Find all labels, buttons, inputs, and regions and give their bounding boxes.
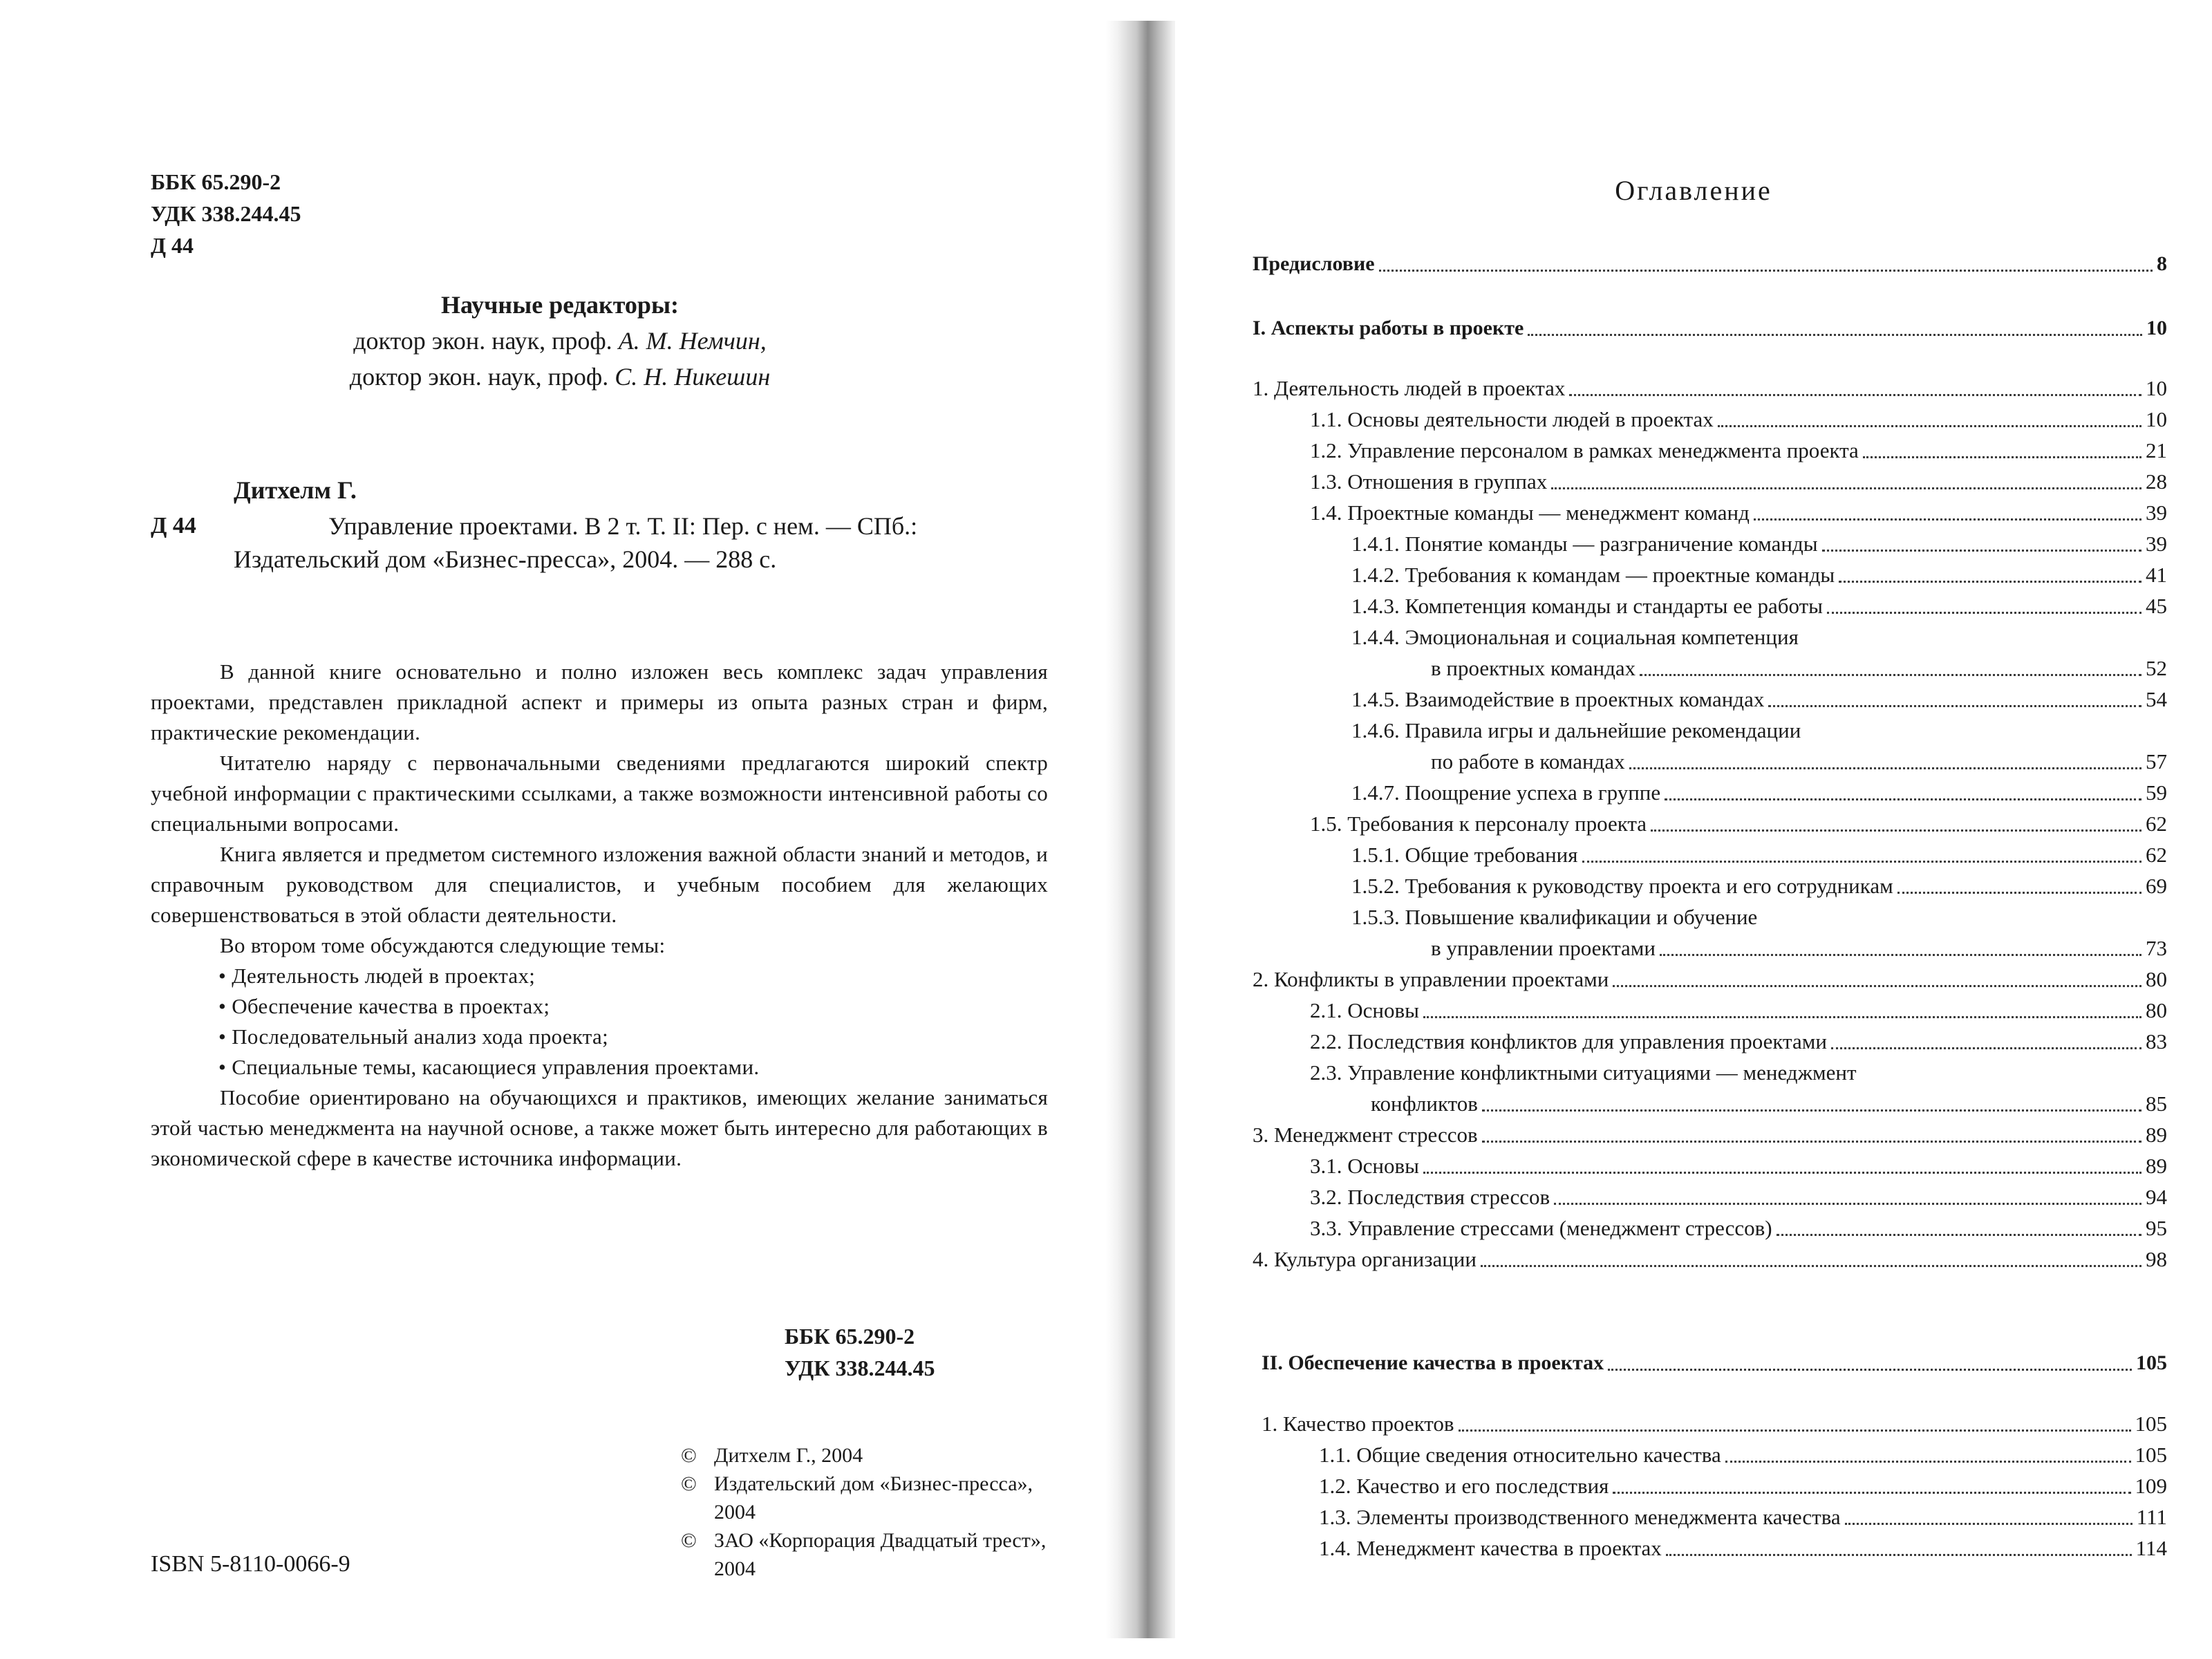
toc-entry[interactable]: 1.5.1. Общие требования 62 [1351, 843, 2167, 867]
toc-entry[interactable]: в проектных командах 52 [1431, 656, 2167, 680]
toc-entry[interactable]: 1.4.3. Компетенция команды и стандарты ее работы 45 [1351, 594, 2167, 618]
bbk-code-bottom: ББК 65.290-2 [785, 1324, 915, 1349]
call-mark: Д 44 [151, 513, 196, 538]
toc-entry[interactable]: 1.3. Элементы производственного менеджмента качества 111 [1319, 1505, 2167, 1529]
editor-name-1: А. М. Немчин, [618, 327, 767, 355]
toc-entry[interactable]: 1.2. Управление персоналом в рамках менеджмента проекта 21 [1310, 438, 2167, 462]
toc-entry[interactable]: 3.2. Последствия стрессов 94 [1310, 1185, 2167, 1209]
annotation-closing: Пособие ориентировано на обучающихся и практиков, имеющих желание заниматься этой частью менеджмента на научной основе, а также может быть интересно для работающих в экономической сфере в качестве источника информации. [151, 1085, 1048, 1170]
toc-entry[interactable]: 1.3. Отношения в группах 28 [1310, 469, 2167, 494]
copyright-symbol: © [681, 1444, 697, 1467]
toc-entry[interactable]: 3.1. Основы 89 [1310, 1154, 2167, 1178]
editor-name-2: С. Н. Никешин [615, 363, 771, 391]
right-page [1175, 0, 2212, 1659]
toc-entry-first-line[interactable]: 1.5.3. Повышение квалификации и обучение [1351, 905, 1758, 929]
toc-entry[interactable]: 2.1. Основы 80 [1310, 998, 2167, 1022]
toc-title: Оглавление [1615, 175, 1772, 206]
toc-entry[interactable]: 1.1. Основы деятельности людей в проектах 10 [1310, 407, 2167, 431]
copyright-line: © Издательский дом «Бизнес-пресса», 2004 [681, 1470, 1068, 1526]
call-number: Д 44 [151, 233, 194, 258]
toc-entry[interactable]: конфликтов 85 [1371, 1091, 2167, 1116]
toc-entry[interactable]: II. Обеспечение качества в проектах 105 [1262, 1351, 2167, 1374]
toc-entry[interactable]: по работе в командах 57 [1431, 749, 2167, 774]
toc-entry[interactable]: 1. Деятельность людей в проектах 10 [1253, 376, 2167, 400]
toc-entry[interactable]: в управлении проектами 73 [1431, 936, 2167, 960]
bbk-code: ББК 65.290-2 [151, 169, 281, 194]
topic-item: • Обеспечение качества в проектах; [218, 994, 550, 1018]
bibliographic-line-2: Издательский дом «Бизнес-пресса», 2004. — 288 с. [234, 545, 777, 573]
author-name: Дитхелм Г. [234, 476, 357, 504]
editor-line-1: доктор экон. наук, проф. А. М. Немчин, [353, 327, 767, 355]
udk-code: УДК 338.244.45 [151, 201, 301, 226]
copyright-line: © Дитхелм Г., 2004 [681, 1441, 1068, 1470]
editors-heading: Научные редакторы: [440, 291, 679, 319]
book-gutter [1106, 21, 1182, 1638]
bibliographic-line-1: Управление проектами. В 2 т. Т. II: Пер. с нем. — СПб.: [328, 512, 918, 540]
copyright-symbol: © [681, 1472, 697, 1495]
editor-line-2: доктор экон. наук, проф. С. Н. Никешин [349, 363, 771, 391]
toc-entry[interactable]: 2.2. Последствия конфликтов для управления проектами 83 [1310, 1029, 2167, 1053]
topic-item: • Последовательный анализ хода проекта; [218, 1024, 608, 1049]
toc-entry[interactable]: 3.3. Управление стрессами (менеджмент стрессов) 95 [1310, 1216, 2167, 1240]
scientific-editors [0, 287, 1120, 395]
toc-entry[interactable]: 3. Менеджмент стрессов 89 [1253, 1123, 2167, 1147]
annotation-paragraph: Во втором томе обсуждаются следующие темы: [220, 933, 666, 957]
topic-item: • Деятельность людей в проектах; [218, 964, 536, 988]
annotation-paragraph: Читателю наряду с первоначальными сведениями предлагаются широкий спектр учебной информации с практическими ссылками, а также возможности интенсивной работы со специальными вопросами. [151, 751, 1048, 836]
toc-entry[interactable]: 2. Конфликты в управлении проектами 80 [1253, 967, 2167, 991]
toc-entry-first-line[interactable]: 1.4.6. Правила игры и дальнейшие рекомендации [1351, 718, 1801, 742]
toc-entry[interactable]: 1.4. Проектные команды — менеджмент команд 39 [1310, 500, 2167, 525]
topic-item: • Специальные темы, касающиеся управления проектами. [218, 1055, 760, 1079]
udk-code-bottom: УДК 338.244.45 [785, 1356, 935, 1380]
toc-entry[interactable]: 1.4.5. Взаимодействие в проектных командах 54 [1351, 687, 2167, 711]
toc-entry[interactable]: 1.4.7. Поощрение успеха в группе 59 [1351, 780, 2167, 805]
classification-codes-bottom [785, 1320, 935, 1384]
toc-entry-first-line[interactable]: 1.4.4. Эмоциональная и социальная компетенция [1351, 625, 1799, 649]
toc-entry[interactable]: 1.5. Требования к персоналу проекта 62 [1310, 812, 2167, 836]
toc-entry[interactable]: 1. Качество проектов 105 [1262, 1412, 2167, 1436]
toc-entry[interactable]: 1.4.1. Понятие команды — разграничение команды 39 [1351, 532, 2167, 556]
toc-entry[interactable]: 1.4.2. Требования к командам — проектные команды 41 [1351, 563, 2167, 587]
copyright-symbol: © [681, 1529, 697, 1552]
copyright-block [681, 1441, 1068, 1583]
toc-entry[interactable]: 1.4. Менеджмент качества в проектах 114 [1319, 1536, 2167, 1560]
annotation-paragraph: Книга является и предметом системного изложения важной области знаний и методов, и справочным руководством для специалистов, и учебным пособием для желающих совершенствоваться в этой области деятельности. [151, 842, 1048, 927]
toc-entry-first-line[interactable]: 2.3. Управление конфликтными ситуациями — менеджмент [1310, 1060, 1857, 1085]
classification-codes [151, 166, 301, 261]
toc-entry[interactable]: 1.2. Качество и его последствия 109 [1319, 1474, 2167, 1498]
copyright-line: © ЗАО «Корпорация Двадцатый трест», 2004 [681, 1526, 1068, 1583]
toc-entry[interactable]: 1.1. Общие сведения относительно качества 105 [1319, 1443, 2167, 1467]
annotation [151, 657, 1048, 1174]
toc-entry[interactable]: 1.5.2. Требования к руководству проекта и его сотрудникам 69 [1351, 874, 2167, 898]
toc-entry[interactable]: 4. Культура организации 98 [1253, 1247, 2167, 1271]
isbn: ISBN 5-8110-0066-9 [151, 1551, 350, 1577]
annotation-paragraph: В данной книге основательно и полно изложен весь комплекс задач управления проектами, представлен прикладной аспект и примеры из опыта разных стран и фирм, практические рекомендации. [151, 659, 1048, 744]
toc-entry[interactable]: I. Аспекты работы в проекте 10 [1253, 317, 2167, 339]
toc-entry[interactable]: Предисловие 8 [1253, 252, 2167, 275]
